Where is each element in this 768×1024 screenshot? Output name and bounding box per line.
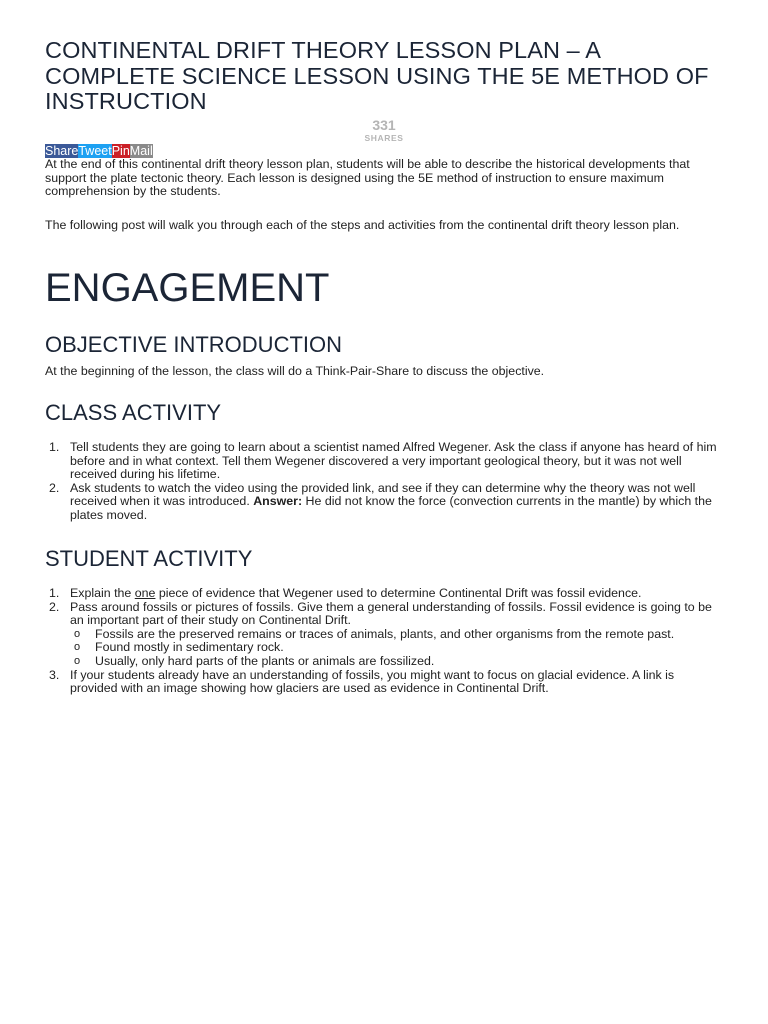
bullet-icon: o — [74, 627, 81, 640]
list-number: 2. — [49, 480, 60, 495]
class-activity-list — [45, 441, 725, 523]
share-bar — [45, 144, 153, 158]
list-item — [45, 482, 725, 523]
fossil-facts-list — [70, 628, 725, 669]
list-number: 2. — [49, 599, 60, 614]
student-activity-list — [45, 587, 725, 696]
list-number: 1. — [49, 440, 60, 454]
sub-list-item — [70, 641, 725, 655]
tweet-button[interactable]: Tweet — [78, 144, 112, 158]
list-item-text: Ask students to watch the video using the provided link, and see if they can determine why the theory was not well received when it was introduced. — [70, 480, 696, 509]
list-number: 1. — [49, 586, 60, 600]
sub-list-item-text: Usually, only hard parts of the plants or animals are fossilized. — [95, 653, 435, 668]
sub-list-item — [70, 628, 725, 642]
list-number: 3. — [49, 667, 60, 682]
list-item-text: Tell students they are going to learn about a scientist named Alfred Wegener. Ask the class if anyone has heard of him before and in what context. Tell them Wegener discovered a very important geological theory, but it was not well received during his lifetime. — [70, 440, 717, 482]
answer-label: Answer: — [253, 494, 303, 509]
list-item-text: piece of evidence that Wegener used to determine Continental Drift was fossil evidence. — [155, 586, 642, 600]
intro-paragraph-2: The following post will walk you through each of the steps and activities from the continental drift theory lesson plan. — [45, 218, 680, 232]
list-item-text: Pass around fossils or pictures of fossils. Give them a general understanding of fossils. Fossil evidence is going to be an important part of their study on Continental Drift. — [70, 599, 712, 628]
bullet-icon: o — [74, 654, 81, 667]
student-activity-heading: STUDENT ACTIVITY — [45, 546, 253, 571]
sub-list-item-text: Fossils are the preserved remains or traces of animals, plants, and other organisms from the remote past. — [95, 626, 675, 641]
page-title: CONTINENTAL DRIFT THEORY LESSON PLAN – A COMPLETE SCIENCE LESSON USING THE 5E METHOD OF INSTRUCTION — [45, 37, 709, 114]
list-item-text: If your students already have an understanding of fossils, you might want to focus on glacial evidence. A link is provided with an image showing how glaciers are used as evidence in Continental Drift. — [70, 667, 675, 696]
share-count: 331 — [372, 117, 396, 133]
underlined-word: one — [134, 586, 156, 600]
share-count-label: SHARES — [364, 133, 404, 143]
mail-button[interactable]: Mail — [129, 144, 153, 158]
objective-heading: OBJECTIVE INTRODUCTION — [45, 332, 343, 357]
share-counter — [345, 117, 423, 143]
share-button[interactable]: Share — [45, 144, 79, 158]
engagement-heading: ENGAGEMENT — [45, 266, 330, 310]
class-activity-heading: CLASS ACTIVITY — [45, 400, 222, 425]
sub-list-item — [70, 655, 725, 669]
objective-text: At the beginning of the lesson, the class will do a Think-Pair-Share to discuss the objective. — [45, 364, 545, 378]
list-item — [45, 441, 725, 482]
list-item — [45, 669, 725, 696]
intro-paragraph-1: At the end of this continental drift theory lesson plan, students will be able to describe the historical developments that support the plate tectonic theory. Each lesson is designed using the 5E method of instruction to ensure maximum comprehension by the students. — [45, 157, 690, 199]
pin-button[interactable]: Pin — [111, 144, 130, 158]
list-item-text: Explain the — [70, 586, 135, 600]
list-item — [45, 587, 725, 601]
list-item — [45, 601, 725, 669]
list-item-text: He did not know the force (convection currents in the mantle) by which the plates moved. — [70, 494, 712, 522]
bullet-icon: o — [74, 641, 81, 654]
sub-list-item-text: Found mostly in sedimentary rock. — [95, 640, 284, 655]
